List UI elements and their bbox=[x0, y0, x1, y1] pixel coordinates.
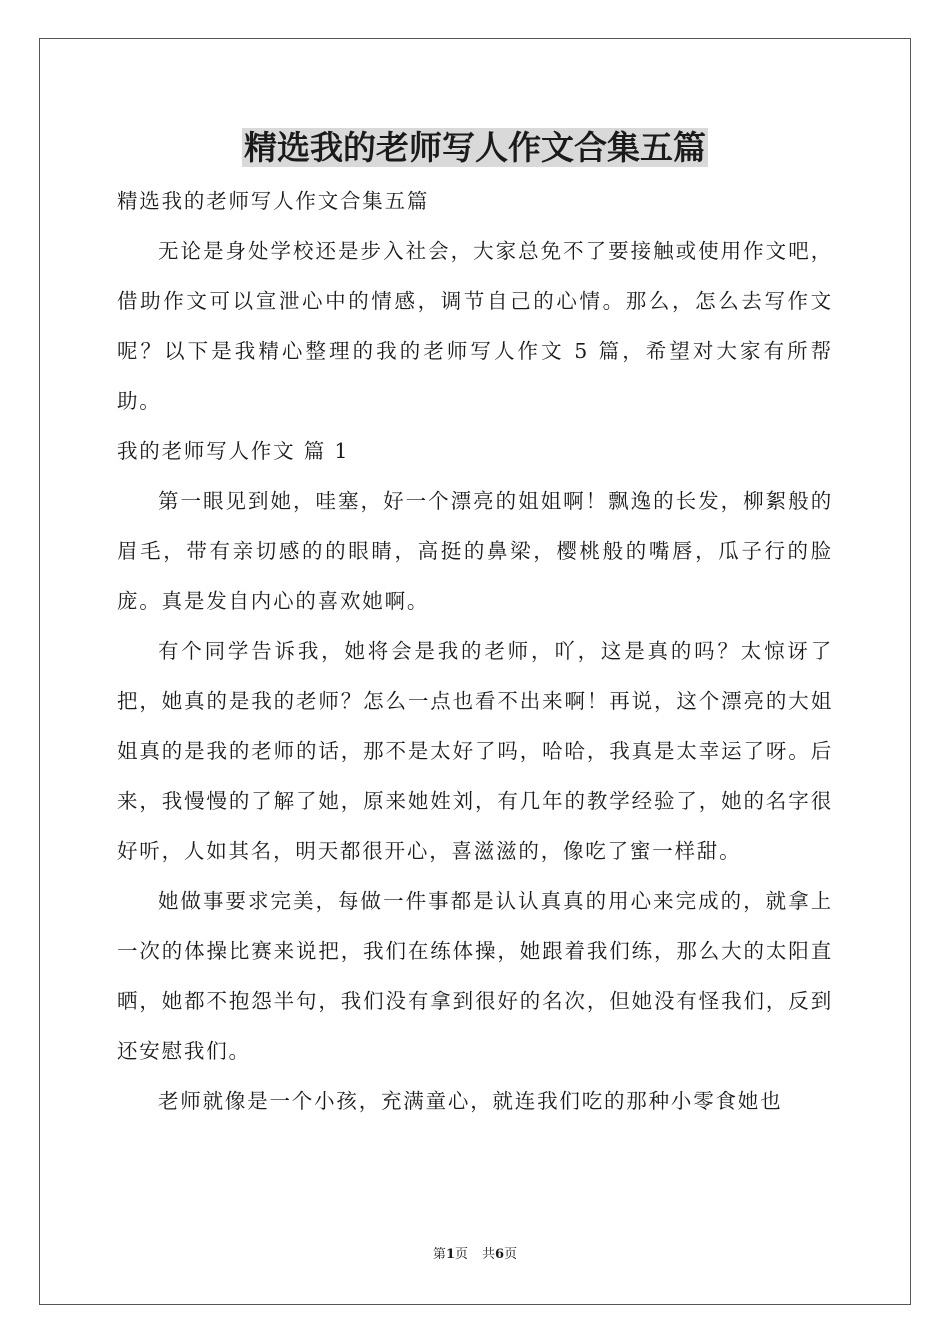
document-title-text: 精选我的老师写人作文合集五篇 bbox=[244, 128, 706, 167]
section-heading: 我的老师写人作文 篇 1 bbox=[117, 439, 350, 463]
document-title bbox=[0, 124, 950, 172]
paragraph: 有个同学告诉我，她将会是我的老师，吖，这是真的吗？太惊讶了把，她真的是我的老师？怎么一点也看不出来啊！再说，这个漂亮的大姐姐真的是我的老师的话，那不是太好了吗，哈哈，我真是太幸运了呀。后来，我慢慢的了解了她，原来她姓刘，有几年的教学经验了，她的名字很好听，人如其名，明天都很开心，喜滋滋的，像吃了蜜一样甜。 bbox=[117, 639, 833, 863]
paragraph: 第一眼见到她，哇塞，好一个漂亮的姐姐啊！飘逸的长发，柳絮般的眉毛，带有亲切感的的眼睛，高挺的鼻梁，樱桃般的嘴唇，瓜子行的脸庞。真是发自内心的喜欢她啊。 bbox=[117, 489, 833, 613]
total-suffix: 页 bbox=[504, 1247, 518, 1262]
paragraph-subtitle: 精选我的老师写人作文合集五篇 bbox=[117, 189, 430, 213]
paragraph: 老师就像是一个小孩，充满童心，就连我们吃的那种小零食她也 bbox=[158, 1089, 783, 1113]
paragraph-intro: 无论是身处学校还是步入社会，大家总免不了要接触或使用作文吧，借助作文可以宣泄心中的情感，调节自己的心情。那么，怎么去写作文呢？以下是我精心整理的我的老师写人作文 5 篇，希望对大家有所帮助。 bbox=[117, 239, 833, 413]
page-suffix: 页 bbox=[454, 1247, 468, 1262]
document-body bbox=[117, 176, 833, 1126]
page-number: 1 bbox=[445, 1247, 455, 1262]
page-footer bbox=[0, 1246, 950, 1264]
paragraph: 她做事要求完美，每做一件事都是认认真真的用心来完成的，就拿上一次的体操比赛来说把，我们在练体操，她跟着我们练，那么大的太阳直晒，她都不抱怨半句，我们没有拿到很好的名次，但她没有怪我们，反到还安慰我们。 bbox=[117, 889, 833, 1063]
page-prefix: 第 bbox=[432, 1247, 446, 1262]
total-pages: 6 bbox=[495, 1247, 505, 1262]
total-prefix: 共 bbox=[482, 1247, 496, 1262]
